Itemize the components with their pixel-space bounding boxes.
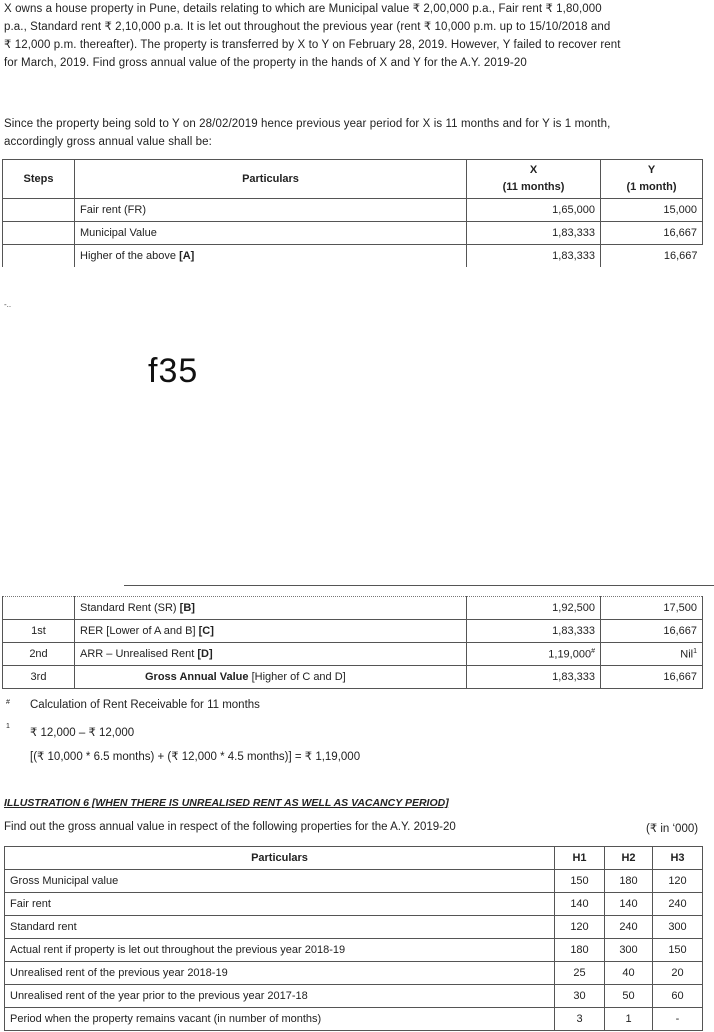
particular-cell xyxy=(75,245,467,268)
table-row xyxy=(5,939,703,962)
header-particulars: Particulars xyxy=(75,160,467,199)
gav-table-part1 xyxy=(2,159,703,267)
footnote-mark: 1 xyxy=(6,723,10,730)
illustration-title: ILLUSTRATION 6 [WHEN THERE IS UNREALISED RENT AS WELL AS VACANCY PERIOD] xyxy=(4,797,449,809)
header-y-period: (1 month) xyxy=(626,181,677,193)
particular-cell xyxy=(75,597,467,620)
header-h3: H3 xyxy=(653,847,703,870)
page-number: f35 xyxy=(148,352,199,390)
footnote-ref-1: 1 xyxy=(693,647,697,655)
particular-text: Fair rent (FR) xyxy=(80,204,146,216)
h3-value: 60 xyxy=(653,985,703,1008)
header-particulars: Particulars xyxy=(5,847,555,870)
problem-line-1: X owns a house property in Pune, details relating to which are Municipal value ₹ 2,00,000 p.a., Fair rent ₹ 1,80,000 xyxy=(4,3,602,15)
x-value xyxy=(467,643,601,666)
h3-value: 150 xyxy=(653,939,703,962)
particular-text: RER [Lower of A and B] xyxy=(80,625,199,637)
h3-value: 20 xyxy=(653,962,703,985)
particular-tag: [Higher of C and D] xyxy=(248,671,346,683)
table-row xyxy=(5,893,703,916)
solution-text xyxy=(4,115,712,151)
h2-value: 140 xyxy=(605,893,653,916)
table-row xyxy=(5,870,703,893)
step-cell: 3rd xyxy=(3,666,75,689)
particular-cell xyxy=(75,666,467,689)
unit-note: (₹ in ‘000) xyxy=(646,823,699,835)
h3-value: 120 xyxy=(653,870,703,893)
scan-mark: -.. xyxy=(4,300,12,309)
step-cell xyxy=(3,245,75,268)
step-cell: 2nd xyxy=(3,643,75,666)
h2-value: 180 xyxy=(605,870,653,893)
h1-value: 150 xyxy=(555,870,605,893)
table-row xyxy=(5,916,703,939)
section-divider xyxy=(124,585,714,586)
y-value: 16,667 xyxy=(601,666,703,689)
solution-line-1: Since the property being sold to Y on 28/02/2019 hence previous year period for X is 11 months and for Y is 1 month, xyxy=(4,118,611,130)
x-amount: 1,19,000 xyxy=(548,648,592,661)
table-row xyxy=(3,597,703,620)
h1-value: 120 xyxy=(555,916,605,939)
particular-text: Standard Rent (SR) xyxy=(80,602,180,614)
step-cell: 1st xyxy=(3,620,75,643)
illustration-question: Find out the gross annual value in respect of the following properties for the A.Y. 2019-20 xyxy=(4,821,456,833)
header-x-period: (11 months) xyxy=(502,181,565,193)
h2-value: 40 xyxy=(605,962,653,985)
x-value: 1,65,000 xyxy=(467,199,601,222)
table-row xyxy=(5,1008,703,1031)
table-header-row xyxy=(5,847,703,870)
y-value: 15,000 xyxy=(601,199,703,222)
table-row xyxy=(3,199,703,222)
y-value xyxy=(601,643,703,666)
header-y-name: Y xyxy=(647,164,656,176)
y-value: 16,667 xyxy=(601,222,703,245)
h1-value: 30 xyxy=(555,985,605,1008)
step-cell xyxy=(3,199,75,222)
particular-tag: [D] xyxy=(197,648,213,660)
particular-tag: [A] xyxy=(179,250,195,262)
h1-value: 3 xyxy=(555,1008,605,1031)
particular-tag: [C] xyxy=(198,625,214,637)
problem-line-3: ₹ 12,000 p.m. thereafter). The property is transferred by X to Y on February 28, 2019. However, Y failed to recover rent xyxy=(4,39,621,51)
row-label: Actual rent if property is let out throughout the previous year 2018-19 xyxy=(5,939,555,962)
footnote-mark: # xyxy=(6,699,10,706)
h1-value: 180 xyxy=(555,939,605,962)
row-label: Fair rent xyxy=(5,893,555,916)
particular-cell xyxy=(75,643,467,666)
footnote xyxy=(4,749,704,769)
row-label: Unrealised rent of the year prior to the previous year 2017-18 xyxy=(5,985,555,1008)
particular-cell xyxy=(75,620,467,643)
solution-line-2: accordingly gross annual value shall be: xyxy=(4,136,212,148)
table-row xyxy=(3,643,703,666)
step-cell xyxy=(3,597,75,620)
table-row xyxy=(5,985,703,1008)
h2-value: 50 xyxy=(605,985,653,1008)
row-label: Gross Municipal value xyxy=(5,870,555,893)
x-value: 1,83,333 xyxy=(467,666,601,689)
header-h1: H1 xyxy=(555,847,605,870)
header-h2: H2 xyxy=(605,847,653,870)
row-label: Period when the property remains vacant (in number of months) xyxy=(5,1008,555,1031)
problem-text xyxy=(4,0,712,72)
x-value: 1,83,333 xyxy=(467,620,601,643)
h2-value: 240 xyxy=(605,916,653,939)
footnote-text: [(₹ 10,000 * 6.5 months) + (₹ 12,000 * 4.5 months)] = ₹ 1,19,000 xyxy=(30,751,361,763)
h3-value: - xyxy=(653,1008,703,1031)
particular-tag: [B] xyxy=(179,602,195,614)
table-row xyxy=(3,620,703,643)
footnotes xyxy=(4,699,704,769)
problem-line-4: for March, 2019. Find gross annual value of the property in the hands of X and Y for the A.Y. 2019-20 xyxy=(4,57,527,69)
particular-text: Gross Annual Value xyxy=(145,671,249,683)
row-label: Standard rent xyxy=(5,916,555,939)
table-row xyxy=(5,962,703,985)
y-value: 17,500 xyxy=(601,597,703,620)
particular-cell xyxy=(75,222,467,245)
table-row xyxy=(3,666,703,689)
h3-value: 300 xyxy=(653,916,703,939)
table-row xyxy=(3,245,703,268)
table-row xyxy=(3,222,703,245)
footnote-ref-hash: # xyxy=(591,647,595,655)
header-x xyxy=(467,160,601,199)
particular-cell xyxy=(75,199,467,222)
footnote xyxy=(4,723,704,749)
footnote-text: ₹ 12,000 – ₹ 12,000 xyxy=(30,727,135,739)
row-label: Unrealised rent of the previous year 2018-19 xyxy=(5,962,555,985)
x-value: 1,83,333 xyxy=(467,222,601,245)
table-header-row xyxy=(3,160,703,199)
y-amount: Nil xyxy=(680,648,694,661)
h1-value: 25 xyxy=(555,962,605,985)
footnote xyxy=(4,699,704,723)
particular-text: ARR – Unrealised Rent xyxy=(80,648,198,660)
step-cell xyxy=(3,222,75,245)
y-value: 16,667 xyxy=(601,245,703,268)
header-steps: Steps xyxy=(3,160,75,199)
problem-line-2: p.a., Standard rent ₹ 2,10,000 p.a. It is let out throughout the previous year (rent ₹ 10,000 p.m. up to 15/10/2018 and xyxy=(4,21,611,33)
illustration-table xyxy=(4,846,703,1031)
h2-value: 1 xyxy=(605,1008,653,1031)
header-y xyxy=(601,160,703,199)
h1-value: 140 xyxy=(555,893,605,916)
h3-value: 240 xyxy=(653,893,703,916)
x-value: 1,83,333 xyxy=(467,245,601,268)
y-value: 16,667 xyxy=(601,620,703,643)
header-x-name: X xyxy=(529,164,538,176)
footnote-text: Calculation of Rent Receivable for 11 months xyxy=(30,699,260,711)
particular-text: Municipal Value xyxy=(80,227,157,239)
x-value: 1,92,500 xyxy=(467,597,601,620)
h2-value: 300 xyxy=(605,939,653,962)
particular-text: Higher of the above xyxy=(80,250,180,262)
gav-table-part2 xyxy=(2,596,703,689)
